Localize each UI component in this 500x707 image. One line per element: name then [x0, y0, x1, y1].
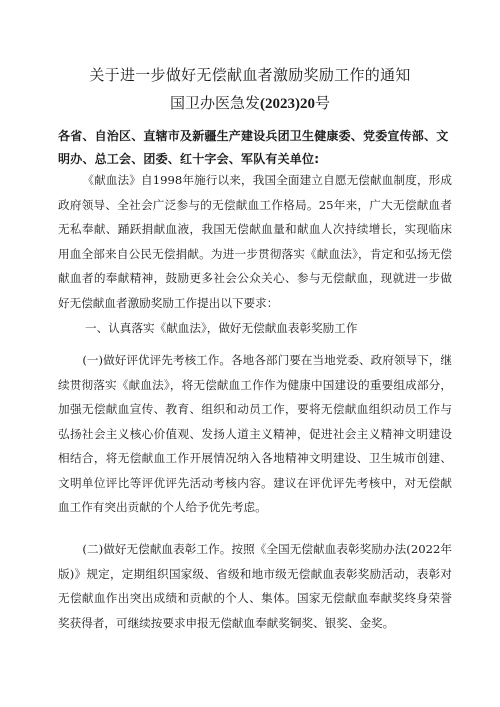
item-paragraph: (一)做好评优评先考核工作。各地各部门要在当地党委、政府领导下，继续贯彻落实《献血法》，将无偿献血工作作为健康中国建设的重要组成部分，加强无偿献血宣传、教育、组织和动员工作，要将无偿献血组织动员工作与弘扬社会主义核心价值观、发扬人道主义精神，促进社会主义精神文明建设相结合，将无偿献血工作开展情况纳入各地精神文明建设、卫生城市创建、文明单位评比等评优评先活动考核内容。建议在评优评先考核中，对无偿献血工作有突出贡献的个人给予优先考虑。	[58, 353, 452, 514]
addressee: 各省、自治区、直辖市及新疆生产建设兵团卫生健康委、党委宣传部、文明办、总工会、团委、红十字会、军队有关单位:	[58, 129, 449, 166]
section-heading: 一、认真落实《献血法》，做好无偿献血表彰奖励工作	[85, 321, 358, 335]
item-paragraph: (二)做好无偿献血表彰工作。按照《全国无偿献血表彰奖励办法(2022年版)》规定，定期组织国家级、省级和地市级无偿献血表彰奖励活动，表彰对无偿献血作出突出成绩和贡献的个人、集体。国家无偿献血奉献奖终身荣誉奖获得者，可继续按要求申报无偿献血奉献奖铜奖、银奖、金奖。	[58, 542, 452, 630]
doc-number-prefix: 国卫办医急发	[169, 94, 260, 112]
document-number	[0, 92, 500, 113]
document-title: 关于进一步做好无偿献血者激励奖励工作的通知	[89, 66, 411, 84]
doc-number-year: (2023)20	[260, 96, 315, 112]
doc-number-suffix: 号	[315, 94, 331, 112]
intro-paragraph: 《献血法》自1998年施行以来，我国全面建立自愿无偿献血制度，形成政府领导、全社会广泛参与的无偿献血工作格局。25年来，广大无偿献血者无私奉献、踊跃捐献血液，我国无偿献血量和献血人次持续增长，实现临床用血全部来自公民无偿捐献。为进一步贯彻落实《献血法》，肯定和弘扬无偿献血者的奉献精神，鼓励更多社会公众关心、参与无偿献血，现就进一步做好无偿献血者激励奖励工作提出以下要求：	[58, 173, 452, 310]
